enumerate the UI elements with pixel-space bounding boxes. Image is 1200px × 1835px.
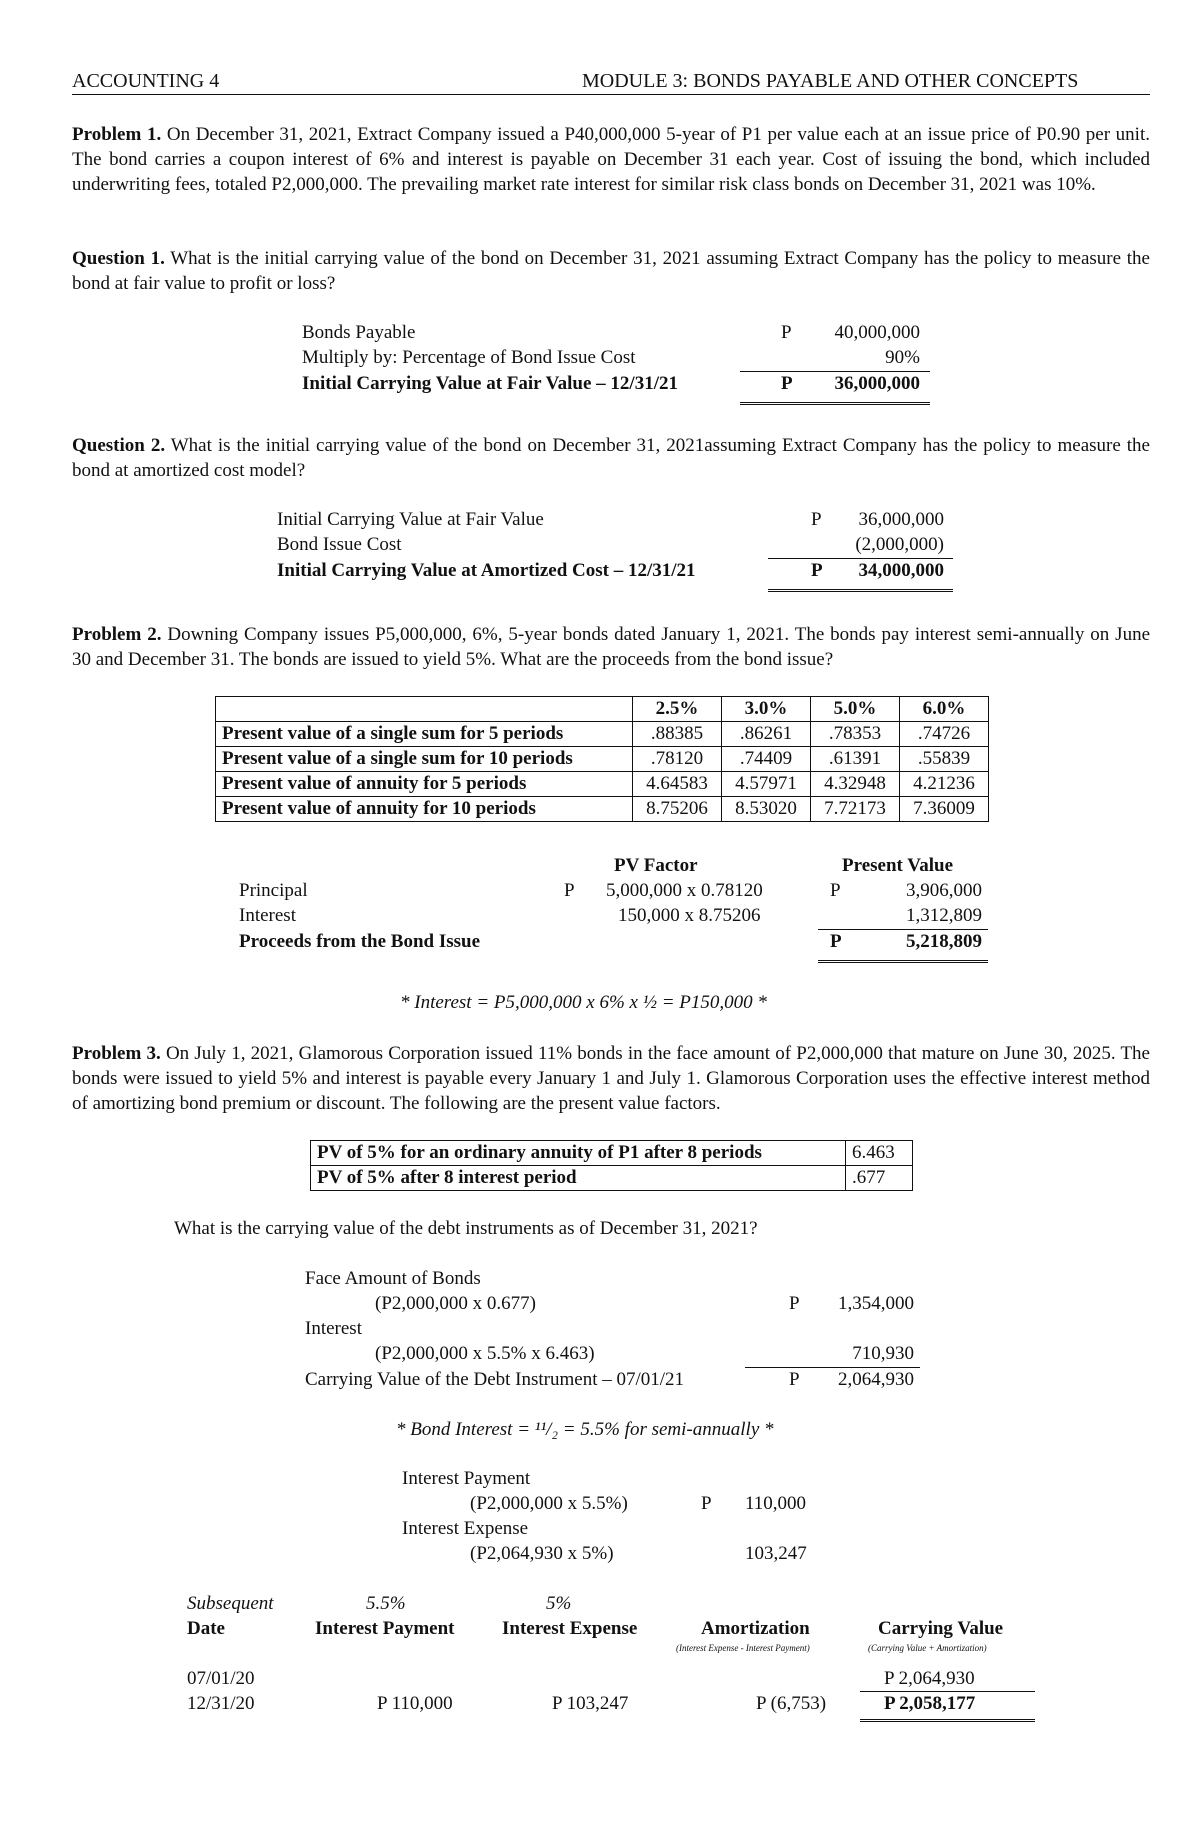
sched-h-ip: Interest Payment — [315, 1618, 455, 1639]
table-cell: 6.463 — [846, 1141, 913, 1166]
table-cell: .55839 — [900, 747, 989, 772]
pv-5pct-table — [310, 1140, 913, 1191]
pv-factor-table — [215, 696, 989, 822]
principal-label: Principal — [239, 880, 308, 901]
ip-label: Interest Payment — [402, 1468, 531, 1489]
question1-body: What is the initial carrying value of the bond on December 31, 2021 assuming Extract Company has the policy to measure the bond at fair value to profit or loss? — [72, 248, 1150, 294]
sched-row2-am: P (6,753) — [756, 1693, 827, 1714]
question2-label: Question 2. — [72, 435, 166, 456]
header-right: MODULE 3: BONDS PAYABLE AND OTHER CONCEPTS — [582, 70, 1079, 92]
interest3-value: 710,930 — [852, 1343, 914, 1364]
q2-row1-label: Initial Carrying Value at Fair Value — [277, 509, 544, 530]
problem2-body: Downing Company issues P5,000,000, 6%, 5-year bonds dated January 1, 2021. The bonds pay interest semi-annually on June 30 and December 31. The bonds are issued to yield 5%. What are the proceeds from the bond issue? — [72, 624, 1150, 670]
sched-h-cv-note: (Carrying Value + Amortization) — [868, 1643, 987, 1653]
question1-label: Question 1. — [72, 248, 165, 269]
table-cell: .78120 — [633, 747, 722, 772]
question2-body: What is the initial carrying value of the bond on December 31, 2021assuming Extract Company has the policy to measure the bond at amortized cost model? — [72, 435, 1150, 481]
table-cell: 8.53020 — [722, 797, 811, 822]
table-cell: .78353 — [811, 722, 900, 747]
sched-sub-date: Subsequent — [187, 1593, 274, 1614]
table-row — [216, 747, 989, 772]
q1-row2-label: Multiply by: Percentage of Bond Issue Cost — [302, 347, 636, 368]
table-row — [311, 1141, 913, 1166]
table-header-cell — [216, 697, 633, 722]
table-cell: 4.21236 — [900, 772, 989, 797]
ie-calc: (P2,064,930 x 5%) — [470, 1543, 614, 1564]
q2-double-underline — [768, 589, 953, 592]
sched-row2-date: 12/31/20 — [187, 1693, 255, 1714]
table-cell: .86261 — [722, 722, 811, 747]
problem3-question: What is the carrying value of the debt instruments as of December 31, 2021? — [174, 1218, 758, 1239]
cv-p: P — [789, 1369, 800, 1390]
sched-row1-date: 07/01/20 — [187, 1668, 255, 1689]
table-header-cell: 2.5% — [633, 697, 722, 722]
cv-value: 2,064,930 — [838, 1369, 914, 1390]
problem2-label: Problem 2. — [72, 624, 162, 645]
q1-row1-label: Bonds Payable — [302, 322, 416, 343]
interest-label: Interest — [239, 905, 296, 926]
table-row — [311, 1166, 913, 1191]
ie-label: Interest Expense — [402, 1518, 529, 1539]
sched-cv-double-underline — [860, 1719, 1035, 1722]
interest-factor: 150,000 x 8.75206 — [618, 905, 761, 926]
q1-row2-value: 90% — [885, 347, 920, 368]
cv-underline — [745, 1367, 920, 1368]
header-rule — [72, 94, 1150, 95]
sched-row2-cv: P 2,058,177 — [884, 1693, 976, 1714]
table-header-cell: 5.0% — [811, 697, 900, 722]
table-cell: .74726 — [900, 722, 989, 747]
proceeds-p2: P — [830, 931, 842, 952]
q2-underline — [768, 558, 953, 559]
ip-value: 110,000 — [745, 1493, 807, 1514]
principal-factor: 5,000,000 x 0.78120 — [606, 880, 763, 901]
q1-row3-value: 36,000,000 — [834, 373, 920, 394]
q1-underline — [740, 371, 930, 372]
table-header-row — [216, 697, 989, 722]
sched-row2-ie: P 103,247 — [552, 1693, 629, 1714]
q1-row1-value: 40,000,000 — [834, 322, 920, 343]
interest-note: * Interest = P5,000,000 x 6% x ½ = P150,000 * — [400, 992, 767, 1013]
table-cell: 4.32948 — [811, 772, 900, 797]
table-row-label: Present value of annuity for 5 periods — [216, 772, 633, 797]
proceeds-value: 5,218,809 — [906, 931, 982, 952]
problem1-text — [72, 122, 1150, 197]
principal-p2: P — [830, 880, 841, 901]
problem1-label: Problem 1. — [72, 124, 162, 145]
bond-interest-note: * Bond Interest = ¹¹/₂ = 5.5% for semi-annually * — [396, 1419, 774, 1440]
sched-h-am-note: (Interest Expense - Interest Payment) — [676, 1643, 810, 1653]
table-row — [216, 772, 989, 797]
q2-row2-value: (2,000,000) — [855, 534, 944, 555]
q1-row3-p: P — [781, 373, 793, 394]
table-row-label: PV of 5% for an ordinary annuity of P1 after 8 periods — [311, 1141, 846, 1166]
face-value: 1,354,000 — [838, 1293, 914, 1314]
face-label: Face Amount of Bonds — [305, 1268, 481, 1289]
q2-row3-p: P — [811, 560, 823, 581]
q2-row3-label: Initial Carrying Value at Amortized Cost – 12/31/21 — [277, 560, 696, 581]
table-row-label: Present value of a single sum for 10 periods — [216, 747, 633, 772]
sched-h-am: Amortization — [701, 1618, 810, 1639]
q1-row1-p: P — [781, 322, 792, 343]
cv-label: Carrying Value of the Debt Instrument – 07/01/21 — [305, 1369, 685, 1390]
principal-p1: P — [564, 880, 575, 901]
table-cell: .74409 — [722, 747, 811, 772]
table-row — [216, 722, 989, 747]
principal-value: 3,906,000 — [906, 880, 982, 901]
pv-factor-header: PV Factor — [614, 855, 698, 876]
table-cell: 7.36009 — [900, 797, 989, 822]
interest-value: 1,312,809 — [906, 905, 982, 926]
proceeds-underline — [818, 929, 988, 930]
problem3-text — [72, 1041, 1150, 1116]
question1-text — [72, 246, 1150, 296]
table-cell: .88385 — [633, 722, 722, 747]
table-cell: .677 — [846, 1166, 913, 1191]
interest3-label: Interest — [305, 1318, 362, 1339]
face-p: P — [789, 1293, 800, 1314]
table-row-label: PV of 5% after 8 interest period — [311, 1166, 846, 1191]
q2-row2-label: Bond Issue Cost — [277, 534, 402, 555]
problem1-body: On December 31, 2021, Extract Company issued a P40,000,000 5-year of P1 per value each at an issue price of P0.90 per unit. The bond carries a coupon interest of 6% and interest is payable on December 31 each year. Cost of issuing the bond, which included underwriting fees, totaled P2,000,000. The prevailing market rate interest for similar risk class bonds on December 31, 2021 was 10%. — [72, 124, 1150, 195]
table-cell: 4.64583 — [633, 772, 722, 797]
table-row — [216, 797, 989, 822]
table-header-cell: 6.0% — [900, 697, 989, 722]
q2-row1-value: 36,000,000 — [858, 509, 944, 530]
sched-h-cv: Carrying Value — [878, 1618, 1004, 1639]
sched-sub-ip: 5.5% — [366, 1593, 406, 1614]
sched-sub-ie: 5% — [546, 1593, 572, 1614]
present-value-header: Present Value — [842, 855, 954, 876]
problem2-text — [72, 622, 1150, 672]
ie-value: 103,247 — [745, 1543, 807, 1564]
q1-row3-label: Initial Carrying Value at Fair Value – 12/31/21 — [302, 373, 678, 394]
q2-row1-p: P — [811, 509, 822, 530]
header-left: ACCOUNTING 4 — [72, 70, 220, 92]
table-cell: 4.57971 — [722, 772, 811, 797]
proceeds-label: Proceeds from the Bond Issue — [239, 931, 481, 952]
table-row-label: Present value of annuity for 10 periods — [216, 797, 633, 822]
table-cell: 8.75206 — [633, 797, 722, 822]
interest3-calc: (P2,000,000 x 5.5% x 6.463) — [375, 1343, 595, 1364]
table-header-cell: 3.0% — [722, 697, 811, 722]
ip-p: P — [701, 1493, 712, 1514]
q2-row3-value: 34,000,000 — [858, 560, 944, 581]
proceeds-double-underline — [818, 960, 988, 963]
q1-double-underline — [740, 402, 930, 405]
face-calc: (P2,000,000 x 0.677) — [375, 1293, 536, 1314]
problem3-label: Problem 3. — [72, 1043, 161, 1064]
sched-cv-underline — [860, 1691, 1035, 1692]
table-row-label: Present value of a single sum for 5 periods — [216, 722, 633, 747]
question2-text — [72, 433, 1150, 483]
sched-row2-ip: P 110,000 — [377, 1693, 453, 1714]
table-cell: .61391 — [811, 747, 900, 772]
sched-row1-cv: P 2,064,930 — [884, 1668, 975, 1689]
sched-h-ie: Interest Expense — [502, 1618, 638, 1639]
table-cell: 7.72173 — [811, 797, 900, 822]
sched-h-date: Date — [187, 1618, 225, 1639]
ip-calc: (P2,000,000 x 5.5%) — [470, 1493, 628, 1514]
problem3-body: On July 1, 2021, Glamorous Corporation issued 11% bonds in the face amount of P2,000,000 that mature on June 30, 2025. The bonds were issued to yield 5% and interest is payable every January 1 and July 1. Glamorous Corporation uses the effective interest method of amortizing bond premium or discount. The following are the present value factors. — [72, 1043, 1150, 1114]
